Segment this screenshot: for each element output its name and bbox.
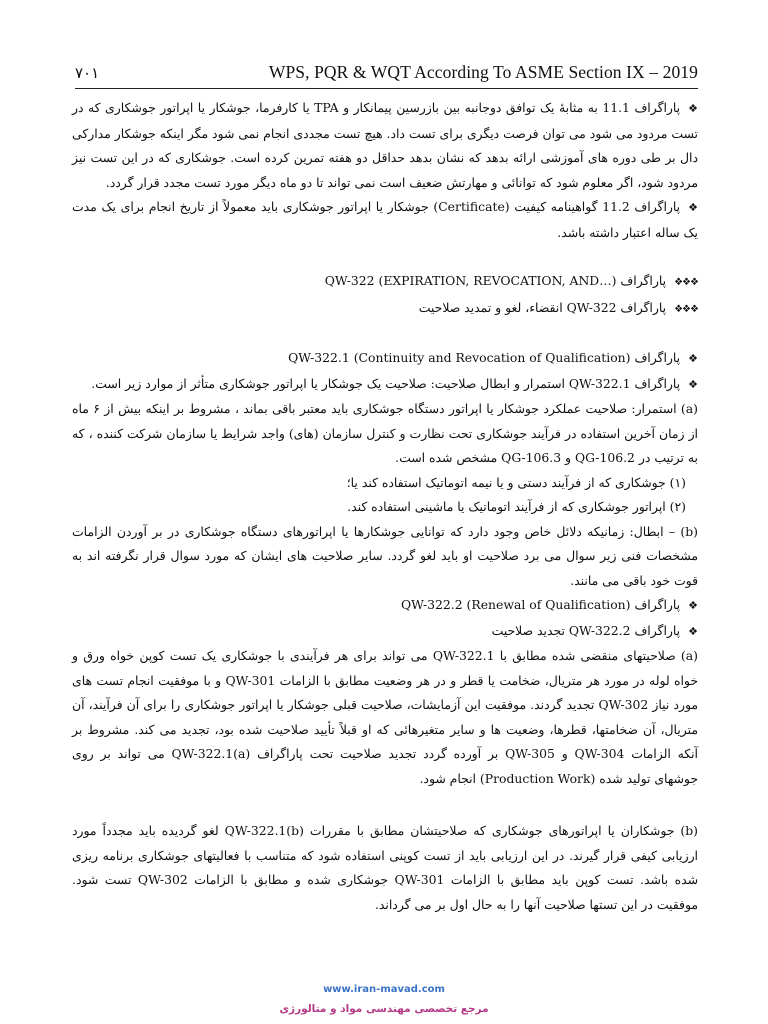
subheading-qw322-2-fa bbox=[72, 619, 698, 645]
paragraph-text: پاراگراف QW-322.1 استمرار و ابطال صلاحیت: صلاحیت یک جوشکار یا اپراتور جوشکاری متأثر از موارد زیر است. bbox=[91, 375, 681, 391]
paragraph-text: پاراگراف 11.1 به مثابهٔ یک توافق دوجانبه بین بازرسین پیمانکار و TPA یا کارفرما، جوشکار یا اپراتور جوشکاری که در تست مردود می شود می توان فرصت دیگری برای تست داد. هیچ تست مجددی انجام نمی شود مگر اینکه جوشکار مدارکی دال بر طی دوره های آموزشی ارائه بدهد که نشان بدهد حداقل دو هفته تمرین کرده است. جوشکاری که در این تست نیز مردود شود، اگر معلوم شود که توانائی و مهارتش ضعیف است نمی تواند تا دو ماه دیگر مورد تست مجدد قرار گردد. bbox=[72, 100, 698, 190]
subheading-qw322-1-en bbox=[72, 346, 698, 372]
triple-diamond-icon: ❖❖❖ bbox=[674, 303, 698, 315]
triple-diamond-icon: ❖❖❖ bbox=[674, 277, 698, 288]
page-number: ۷۰۱ bbox=[75, 64, 100, 82]
section-heading-qw322-fa bbox=[72, 296, 698, 323]
item-b-revocation: (b) – ابطال: زمانیکه دلائل خاص وجود دارد که توانایی جوشکارها یا اپراتورهای دستگاه جوشکاری در بر آوردن الزامات مشخصات فنی زیر سوال می برد صلاحیت او باید لغو گردد. سایر صلاحیت های ایشان که مورد سوال قرار نگرفته اند به قوت خود باقی می مانند. bbox=[72, 523, 698, 588]
item-a-continuity: (a) استمرار: صلاحیت عملکرد جوشکار یا اپراتور دستگاه جوشکاری باید معتبر باقی بماند ، مشروط بر اینکه بیش از ۶ ماه از زمان آخرین استفاده در فرآیند جوشکاری تحت نظارت و کنترل سازمان (های) واجد شرایط یا سازمان شرکت کننده ، که به ترتیب در QG-106.2 و QG-106.3 مشخص شده است. bbox=[72, 401, 698, 465]
paragraph-11-1 bbox=[72, 96, 698, 195]
paragraph-text: پاراگراف QW-322.2 (Renewal of Qualification) bbox=[400, 597, 681, 612]
diamond-bullet-icon: ❖ bbox=[688, 102, 698, 115]
diamond-bullet-icon: ❖ bbox=[688, 201, 698, 214]
diamond-bullet-icon: ❖ bbox=[688, 624, 698, 638]
footer-tagline: مرجع تخصصی مهندسی مواد و متالورژی bbox=[279, 1003, 489, 1015]
section-heading-qw322-en bbox=[72, 269, 698, 296]
paragraph-text: پاراگراف QW-322 (EXPIRATION, REVOCATION, AND…) bbox=[324, 273, 667, 288]
item-a-renewal: (a) صلاحیتهای منقضی شده مطابق با QW-322.1 می تواند برای هر فرآیندی با جوشکاری یک تست کوپن خواه ورق و خواه لوله در مورد هر متریال، ضخامت یا قطر و در هر وضعیت مطابق با الزامات QW-301 و با موفقیت انجام تست های مورد نیاز QW-302 تجدید گردند. موفقیت این آزمایشات، صلاحیت قبلی جوشکار یا اپراتور جوشکاری را برای آن فرآیند، آن متریال، آن ضخامتها، قطرها، وضعیت ها و سایر متغیرهائی که او قبلاً تأیید صلاحیت شده بود، تجدید می کند. مشروط بر آنکه الزامات QW-304 و QW-305 بر آورده گردد تجدید صلاحیت تحت پاراگراف QW-322.1(a) می تواند بر روی جوشهای تولید شده (Production Work) انجام شود. bbox=[72, 648, 698, 786]
paragraph-text: پاراگراف QW-322 انقضاء، لغو و تمدید صلاحیت bbox=[418, 299, 667, 315]
paragraph-text: پاراگراف QW-322.1 (Continuity and Revocation of Qualification) bbox=[288, 350, 681, 365]
header-title: WPS, PQR & WQT According To ASME Section IX – 2019 bbox=[268, 62, 698, 82]
paragraph-11-2 bbox=[72, 195, 698, 245]
diamond-bullet-icon: ❖ bbox=[688, 352, 698, 365]
paragraph-text: پاراگراف 11.2 گواهینامه کیفیت (Certificate) جوشکار یا اپراتور جوشکاری باید معمولاً از تاریخ انجام برای یک مدت یک ساله اعتبار داشته باشد. bbox=[72, 199, 698, 240]
footer-url: www.iran-mavad.com bbox=[323, 984, 445, 995]
subheading-qw322-2-en bbox=[72, 593, 698, 619]
list-item-1: (۱) جوشکاری که از فرآیند دستی و یا نیمه اتوماتیک استفاده کند یا؛ bbox=[346, 474, 686, 490]
paragraph-text: پاراگراف QW-322.2 تجدید صلاحیت bbox=[491, 622, 681, 638]
page-header bbox=[75, 58, 698, 89]
subheading-qw322-1-fa bbox=[72, 372, 698, 398]
list-item-2: (۲) اپراتور جوشکاری که از فرآیند اتوماتیک یا ماشینی استفاده کند. bbox=[347, 499, 686, 514]
document-body bbox=[72, 96, 698, 917]
diamond-bullet-icon: ❖ bbox=[688, 599, 698, 612]
diamond-bullet-icon: ❖ bbox=[688, 377, 698, 391]
item-b-renewal: (b) جوشکاران یا اپراتورهای جوشکاری که صلاحیتشان مطابق با مقررات QW-322.1(b) لغو گردیده باید مجدداً مورد ارزیابی کیفی قرار گیرند. در این ارزیابی باید از تست کوپنی استفاده شود که متناسب با فعالیتهای جوشکاری برنامه ریزی شده باشد. تست کوپن باید مطابق با الزامات QW-301 جوشکاری شده و مطابق با الزامات QW-302 تست شود. موفقیت در این تستها صلاحیت آنها را به حال اول بر می گرداند. bbox=[72, 823, 698, 912]
